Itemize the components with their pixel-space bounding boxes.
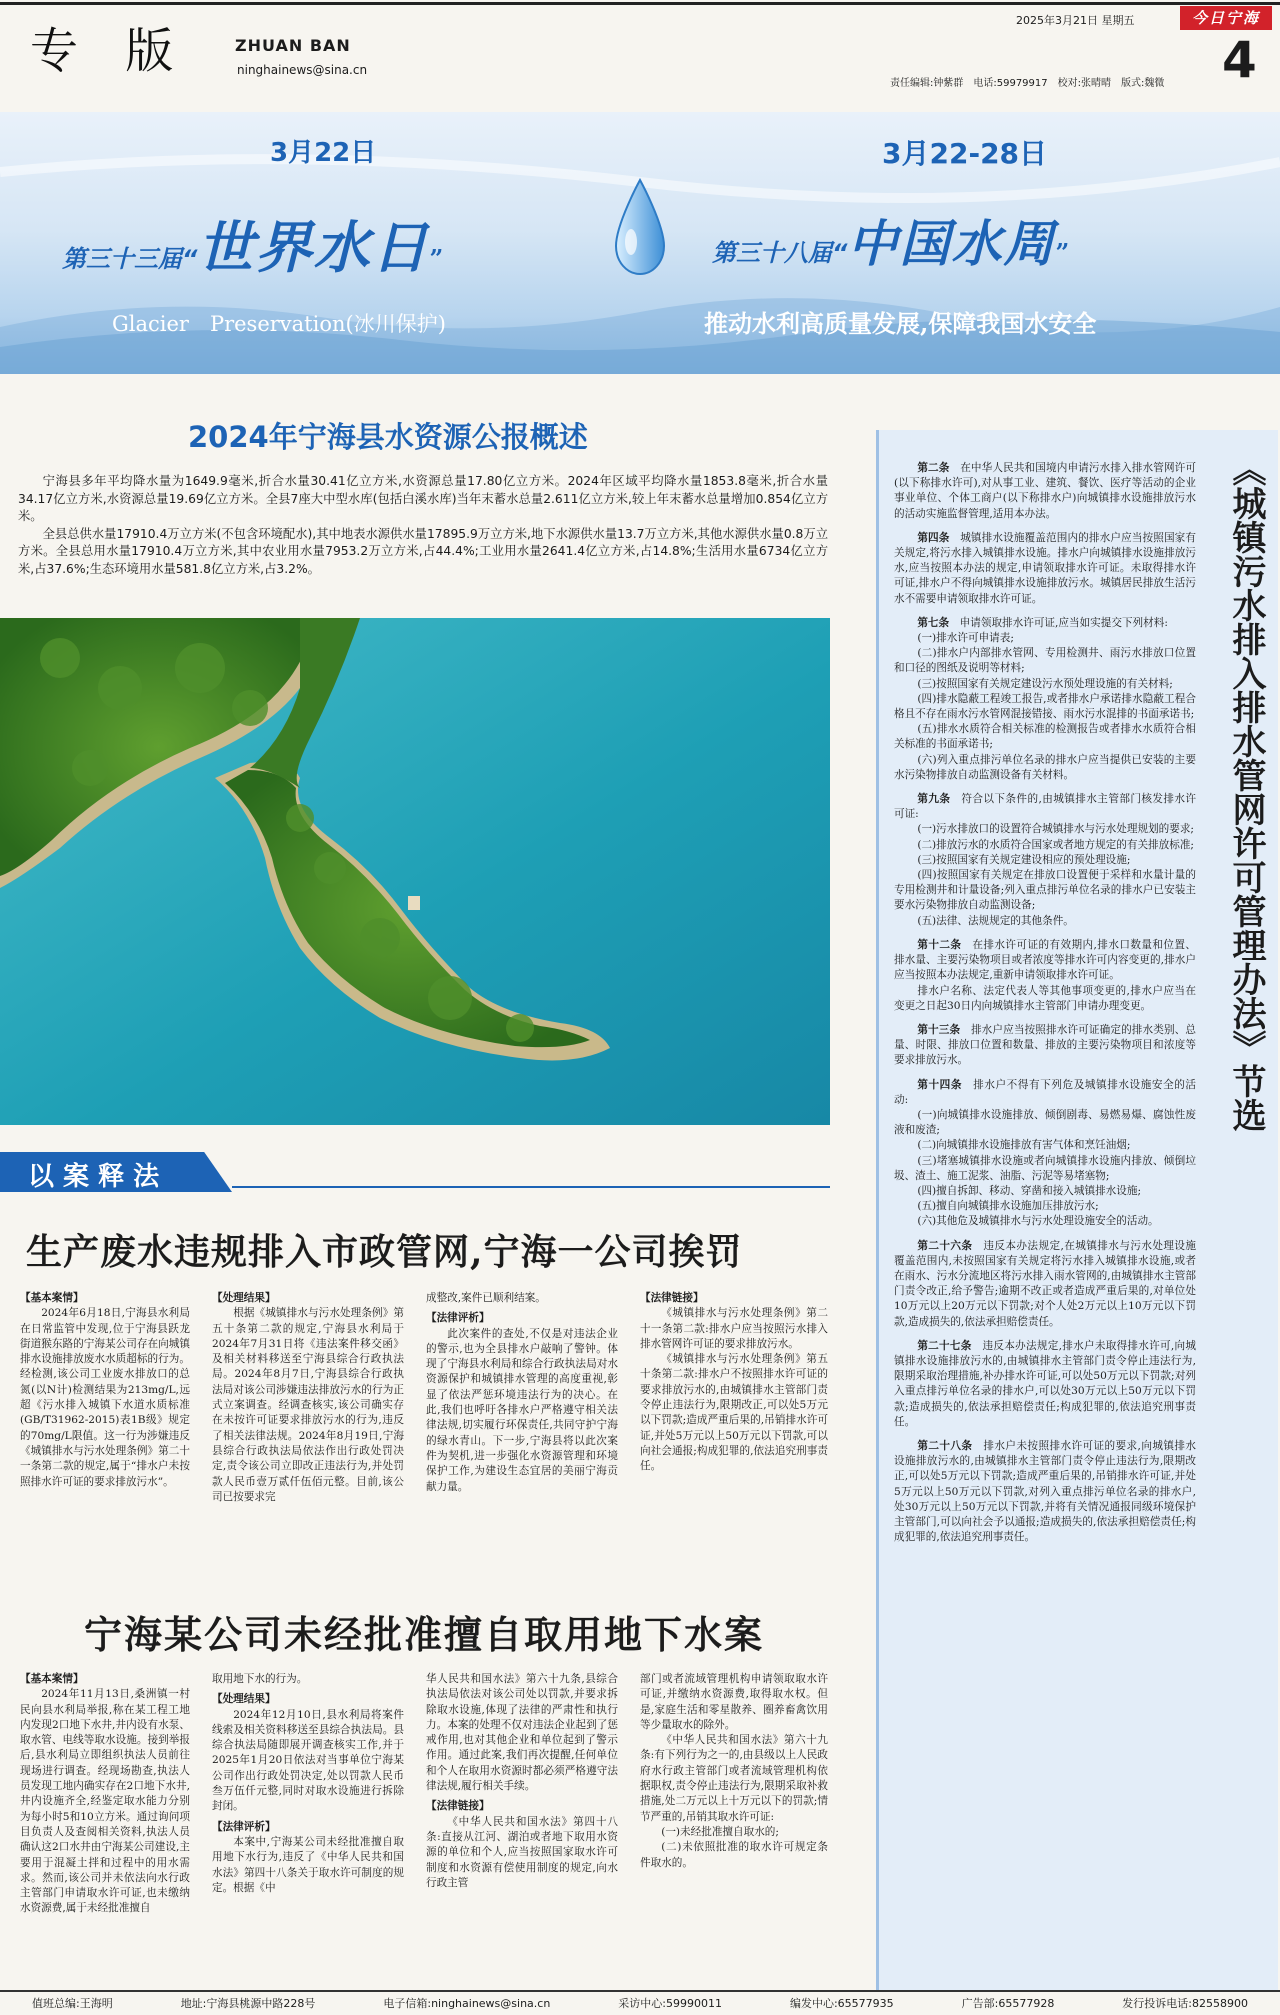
case-paragraph: 此次案件的查处,不仅是对违法企业的警示,也为全县排水户敲响了警钟。体现了宁海县水利局和综合行政执法局对水资源保护和城镇排水管理的高度重视,彰显了依法严惩环境违法行为的决心。在此,我们也呼吁各排水户严格遵守相关法律法规,切实履行环保责任,共同守护宁海的绿水青山。下一步,宁海县将以此次案件为契机,进一步强化水资源管理和环境保护工作,为建设生态宜居的美丽宁海贡献力量。 bbox=[426, 1327, 618, 1493]
masthead bbox=[0, 0, 1280, 88]
editor-credits: 责任编辑:钟紫群 电话:59979917 校对:张晴晴 版式:魏微 bbox=[890, 78, 1165, 89]
case-subheading: 【法律评析】 bbox=[212, 1820, 276, 1833]
law-paragraph: (二)向城镇排水设施排放有害气体和烹饪油烟; bbox=[917, 1139, 1131, 1152]
case1-title: 生产废水违规排入市政管网,宁海一公司挨罚 bbox=[26, 1231, 743, 1273]
law-paragraph: (五)排水水质符合相关标准的检测报告或者排水水质符合相关标准的书面承诺书; bbox=[894, 723, 1196, 751]
case2-col-1 bbox=[20, 1672, 190, 1917]
case-paragraph: (一)未经批准擅自取水的; bbox=[661, 1825, 779, 1838]
law-paragraph: (一)排水许可申请表; bbox=[917, 632, 1014, 645]
theme-english: Glacier Preservation bbox=[112, 312, 346, 336]
case-paragraph: 《中华人民共和国水法》第四十八条:直接从江河、湖泊或者地下取用水资源的单位和个人,应当按照国家取水许可制度和水资源有偿使用制度的规定,向水行政主管 bbox=[426, 1815, 618, 1889]
law-articles bbox=[894, 452, 1196, 1545]
law-article-text: 排水户未按照排水许可证的要求,向城镇排水设施排放污水的,由城镇排水主管部门责令停止违法行为,限期改正,可以处5万元以下罚款;造成严重后果的,吊销排水许可证,并处5万元以上50万元以下罚款,对列入重点排污单位名录的排水户,处30万元以上50万元以下罚款,并将有关情况通报同级环境保护主管部门,可以向社会予以通报;造成损失的,依法承担赔偿责任;构成犯罪的,依法追究刑事责任。 bbox=[894, 1439, 1196, 1544]
law-article-number: 第七条 bbox=[917, 616, 950, 629]
law-paragraph: (三)按照国家有关规定建设污水预处理设施的有关材料; bbox=[917, 677, 1173, 690]
banner-slogan: 推动水利高质量发展,保障我国水安全 bbox=[704, 309, 1097, 338]
footer-item: 广告部:65577928 bbox=[961, 1997, 1055, 2010]
law-title: 《城镇污水排入排水管网许可管理办法》节选 bbox=[1226, 452, 1266, 1132]
law-article bbox=[894, 792, 1196, 822]
law-article-text: 在中华人民共和国境内申请污水排入排水管网许可(以下称排水许可),对从事工业、建筑、餐饮、医疗等活动的企业事业单位、个体工商户(以下称排水户)向城镇排水设施排放污水的活动实施监督管理,适用本办法。 bbox=[894, 462, 1196, 520]
law-paragraph: (一)污水排放口的设置符合城镇排水与污水处理规划的要求; bbox=[917, 823, 1194, 836]
wwd-suffix: ” bbox=[429, 244, 444, 273]
law-article-number: 第二十六条 bbox=[917, 1239, 973, 1252]
case-paragraph: 《城镇排水与污水处理条例》第五十条第二款:排水户不按照排水许可证的要求排放污水的,由城镇排水主管部门责令停止违法行为,限期改正,可以处5万元以下罚款;造成严重后果的,吊销排水许可证,并处5万元以上50万元以下罚款,可以向社会通报;构成犯罪的,依法追究刑事责任。 bbox=[640, 1353, 828, 1473]
world-water-day-heading bbox=[62, 204, 443, 284]
case-paragraph: 2024年12月10日,县水利局将案件线索及相关资料移送至县综合执法局。县综合执法局随即展开调查核实工作,并于2025年1月20日依法对当事单位宁海某公司作出行政处罚决定,处以罚款人民币叁万伍仟元整,同时对取水设施进行拆除封闭。 bbox=[212, 1708, 404, 1813]
law-article-number: 第十二条 bbox=[917, 938, 962, 951]
case-paragraph: 《中华人民共和国水法》第六十九条:有下列行为之一的,由县级以上人民政府水行政主管部门或者流域管理机构依据职权,责令停止违法行为,限期采取补救措施,处二万元以上十万元以下的罚款;情节严重的,吊销其取水许可证: bbox=[640, 1734, 828, 1823]
law-article-number: 第十三条 bbox=[917, 1023, 961, 1036]
section-label: 专 版 bbox=[30, 23, 190, 79]
report-paragraph-1: 宁海县多年平均降水量为1649.9毫米,折合水量30.41亿立方米,水资源总量17.80亿立方米。2024年区域平均降水量1853.8毫米,折合水量34.17亿立方米,水资源总量19.69亿立方米。全县7座大中型水库(包括白溪水库)当年末蓄水总量2.611亿立方米,较上年末蓄水总量增加0.854亿立方米。 bbox=[18, 474, 828, 524]
law-paragraph: (二)排水户内部排水管网、专用检测井、雨污水排放口位置和口径的图纸及说明等材料; bbox=[894, 647, 1196, 675]
water-day-banner bbox=[0, 112, 1280, 374]
law-article-text: 在排水许可证的有效期内,排水口数量和位置、排水量、主要污染物项目或者浓度等排水许可内容变更的,排水户应当按照本办法规定,重新申请领取排水许可证。 bbox=[894, 938, 1197, 982]
contact-email: ninghainews@sina.cn bbox=[237, 63, 368, 77]
law-article bbox=[894, 1439, 1196, 1545]
law-paragraph: (六)其他危及城镇排水与污水处理设施安全的活动。 bbox=[917, 1215, 1159, 1228]
law-article-text: 申请领取排水许可证,应当如实提交下列材料: bbox=[949, 616, 1168, 629]
law-article bbox=[894, 1339, 1196, 1430]
case-subheading: 【基本案情】 bbox=[20, 1292, 84, 1304]
case-section-rule bbox=[232, 1186, 830, 1188]
law-article-text: 排水户不得有下列危及城镇排水设施安全的活动: bbox=[894, 1078, 1197, 1106]
law-article bbox=[894, 616, 1196, 631]
case-paragraph: 华人民共和国水法》第六十九条,县综合执法局依法对该公司处以罚款,并要求拆除取水设施,体现了法律的严肃性和执行力。本案的处理不仅对违法企业起到了惩戒作用,也对其他企业和单位起到了警示作用。通过此案,我们再次提醒,任何单位和个人在取用水资源时都必须严格遵守法律法规,履行相关手续。 bbox=[426, 1673, 618, 1793]
law-paragraph: (一)向城镇排水设施排放、倾倒剧毒、易燃易爆、腐蚀性废液和废渣; bbox=[894, 1108, 1196, 1137]
law-article bbox=[894, 1023, 1196, 1069]
case-subheading: 【处理结果】 bbox=[212, 1693, 276, 1706]
law-article-text: 符合以下条件的,由城镇排水主管部门核发排水许可证: bbox=[894, 793, 1196, 821]
water-drop-icon bbox=[612, 178, 668, 278]
law-paragraph: (二)排放污水的水质符合国家或者地方规定的有关排放标准; bbox=[917, 838, 1194, 851]
china-water-week-heading bbox=[712, 204, 1069, 276]
case-section-label: 以 案 释 法 bbox=[28, 1162, 160, 1192]
footer-item: 电子信箱:ninghainews@sina.cn bbox=[383, 1997, 551, 2010]
law-article-text: 城镇排水设施覆盖范围内的排水户应当按照国家有关规定,将污水排入城镇排水设施。排水户向城镇排水设施排放污水,应当按照本办法的规定,申请领取排水许可证。未取得排水许可证,排水户不得向城镇排水设施排放污水。城镇居民排放生活污水不需要申请领取排水许可证。 bbox=[894, 531, 1196, 605]
world-water-day-date: 3月22日 bbox=[270, 138, 377, 168]
law-paragraph: (四)擅自拆卸、移动、穿凿和接入城镇排水设施; bbox=[917, 1184, 1142, 1197]
page-number: 4 bbox=[1222, 31, 1257, 89]
case-paragraph: 成整改,案件已顺利结案。 bbox=[426, 1292, 546, 1304]
law-article-number: 第二十八条 bbox=[917, 1439, 973, 1452]
case-paragraph: 取用地下水的行为。 bbox=[212, 1673, 308, 1685]
law-article bbox=[894, 938, 1196, 984]
law-article bbox=[894, 461, 1196, 522]
law-paragraph: (四)按照国家有关规定在排放口设置便于采样和水量计量的专用检测井和计量设备;列入重点排污单位名录的排水户已安装主要水污染物排放自动监测设备; bbox=[894, 869, 1196, 912]
case-paragraph: 根据《城镇排水与污水处理条例》第五十条第二款的规定,宁海县水利局于2024年7月31日将《违法案件移交函》及相关材料移送至宁海县综合行政执法局。2024年8月7日,宁海县综合行政执法局对该公司涉嫌违法排放污水的行为正式立案调查。经调查核实,该公司确实存在未按许可证要求排放污水的行为,违反了相关法律法规。2024年8月19日,宁海县综合行政执法局依法作出行政处罚决定,责令该公司立即改正违法行为,并处罚款人民币壹万贰仟伍佰元整。目前,该公司已按要求完 bbox=[212, 1307, 404, 1503]
case-paragraph: 本案中,宁海某公司未经批准擅自取用地下水行为,违反了《中华人民共和国水法》第四十八条关于取水许可制度的规定。根据《中 bbox=[212, 1835, 404, 1894]
case-section-header bbox=[0, 1152, 830, 1192]
report-body bbox=[18, 473, 828, 579]
law-article bbox=[894, 1078, 1196, 1108]
case-subheading: 【法律评析】 bbox=[426, 1312, 490, 1325]
law-paragraph: (五)擅自向城镇排水设施加压排放污水; bbox=[917, 1200, 1099, 1213]
case-paragraph: 2024年11月13日,桑洲镇一村民向县水利局举报,称在某工程工地内发现2口地下水井,井内设有水泵、取水管、电线等取水设施。接到举报后,县水利局立即组织执法人员前往现场进行调查。经现场勘查,执法人员发现工地内确实存在2口地下水井,井内设施齐全,经鉴定取水能力分别为每小时5和10立方米。通过询问项目负责人及查阅相关资料,执法人员确认这2口水井由宁海某公司建设,主要用于混凝土拌和过程中的用水需求。然而,该公司并未依法向水行政主管部门申请取水许可证,也未缴纳水资源费,属于未经批准擅自 bbox=[20, 1688, 190, 1915]
law-article bbox=[894, 531, 1196, 607]
law-article-number: 第二十七条 bbox=[917, 1339, 972, 1352]
china-water-week-date: 3月22-28日 bbox=[882, 137, 1048, 170]
wwd-title: 世界水日 bbox=[197, 215, 430, 281]
law-paragraph: (三)堵塞城镇排水设施或者向城镇排水设施内排放、倾倒垃圾、渣土、施工泥浆、油脂、污泥等易堵塞物; bbox=[894, 1154, 1196, 1182]
case-subheading: 【法律链接】 bbox=[426, 1800, 490, 1813]
footer-item: 地址:宁海县桃源中路228号 bbox=[180, 1997, 316, 2010]
law-paragraph: (六)列入重点排污单位名录的排水户应当提供已安装的主要水污染物排放自动监测设备有关材料。 bbox=[894, 753, 1196, 781]
theme-chinese: (冰川保护) bbox=[345, 312, 446, 336]
law-article-number: 第二条 bbox=[917, 462, 950, 474]
theme-line bbox=[112, 308, 446, 338]
case-paragraph: 《城镇排水与污水处理条例》第二十一条第二款:排水户应当按照污水排入排水管网许可证的要求排放污水。 bbox=[640, 1307, 828, 1350]
cww-suffix: ” bbox=[1055, 238, 1070, 267]
case2-col-2 bbox=[212, 1672, 404, 1896]
masthead-rule bbox=[0, 2, 1280, 5]
report-paragraph-2: 全县总供水量17910.4万立方米(不包含环境配水),其中地表水源供水量17895.9万立方米,地下水源供水量13.7万立方米,其他水源供水量0.8万立方米。全县总用水量17910.4万立方米,其中农业用水量7953.2万立方米,占44.4%;工业用水量2641.4亿立方米,占14.8%;生活用水量6734亿立方米,占37.6%;生态环境用水量581.8亿立方米,占3.2%。 bbox=[18, 526, 828, 576]
law-paragraph: (三)按照国家有关规定建设相应的预处理设施; bbox=[917, 853, 1131, 866]
case-subheading: 【基本案情】 bbox=[20, 1673, 84, 1685]
brand-logo: 今日宁海 bbox=[1180, 6, 1272, 30]
case1-col-3 bbox=[426, 1291, 618, 1495]
law-article-text: 排水户应当按照排水许可证确定的排水类别、总量、时限、排放口位置和数量、排放的主要污染物项目和浓度等要求排放污水。 bbox=[894, 1023, 1197, 1067]
case-subheading: 【法律链接】 bbox=[640, 1292, 704, 1304]
section-pinyin: ZHUAN BAN bbox=[235, 36, 351, 55]
case-paragraph: (二)未依照批准的取水许可规定条件取水的。 bbox=[640, 1841, 828, 1869]
case1-col-1 bbox=[20, 1291, 190, 1490]
cww-title: 中国水周 bbox=[847, 214, 1056, 273]
law-article-number: 第四条 bbox=[917, 531, 950, 544]
law-paragraph: (五)法律、法规规定的其他条件。 bbox=[917, 914, 1074, 927]
law-article-text: 违反本办法规定,排水户未取得排水许可,向城镇排水设施排放污水的,由城镇排水主管部门责令停止违法行为,限期采取治理措施,补办排水许可证,可以处50万元以下罚款;对列入重点排污单位名录的排水户,可以处30万元以上50万元以下罚款;造成损失的,依法承担赔偿责任;构成犯罪的,依法追究刑事责任。 bbox=[894, 1339, 1197, 1428]
footer-item: 发行投诉电话:82558900 bbox=[1122, 1997, 1248, 2010]
law-paragraph: 排水户名称、法定代表人等其他事项变更的,排水户应当在变更之日起30日内向城镇排水主管部门申请办理变更。 bbox=[894, 984, 1196, 1012]
wwd-prefix: 第三十三届“ bbox=[62, 245, 198, 273]
footer bbox=[0, 1995, 1280, 2013]
case2-title: 宁海某公司未经批准擅自取用地下水案 bbox=[84, 1612, 765, 1657]
cww-prefix: 第三十八届“ bbox=[712, 239, 848, 267]
footer-item: 值班总编:王海明 bbox=[32, 1997, 113, 2010]
case2-col-3 bbox=[426, 1672, 618, 1891]
report-title: 2024年宁海县水资源公报概述 bbox=[188, 420, 588, 454]
case2-col-4 bbox=[640, 1672, 828, 1871]
law-paragraph: (四)排水隐蔽工程竣工报告,或者排水户承诺排水隐蔽工程合格且不存在雨水污水管网混接错接、雨水污水混排的书面承诺书; bbox=[894, 692, 1196, 721]
case1-col-2 bbox=[212, 1291, 404, 1505]
case-paragraph: 部门或者流域管理机构申请领取取水许可证,并缴纳水资源费,取得取水权。但是,家庭生活和零星散养、圈养畜禽饮用等少量取水的除外。 bbox=[640, 1673, 828, 1731]
case1-col-4 bbox=[640, 1291, 828, 1475]
footer-item: 采访中心:59990011 bbox=[618, 1997, 722, 2010]
footer-rule bbox=[0, 1990, 1280, 1992]
law-article-number: 第十四条 bbox=[917, 1078, 962, 1091]
footer-item: 编发中心:65577935 bbox=[789, 1997, 894, 2010]
law-article-text: 违反本办法规定,在城镇排水与污水处理设施覆盖范围内,未按照国家有关规定将污水排入城镇排水设施,或者在雨水、污水分流地区将污水排入雨水管网的,由城镇排水主管部门责令改正,给予警告;逾期不改正或者造成严重后果的,对单位处10万元以上20万元以下罚款;对个人处2万元以上10万元以下罚款,造成损失的,依法承担赔偿责任。 bbox=[894, 1239, 1196, 1328]
lake-aerial-photo bbox=[0, 618, 830, 1125]
issue-date: 2025年3月21日 星期五 bbox=[1016, 14, 1135, 27]
case-subheading: 【处理结果】 bbox=[212, 1292, 276, 1304]
case-paragraph: 2024年6月18日,宁海县水利局在日常监管中发现,位于宁海县跃龙街道猴东路的宁海某公司存在向城镇排水设施排放废水水质超标的行为。经检测,该公司工业废水排放口的总氮(以N计)检测结果为213mg/L,远超《污水排入城镇下水道水质标准(GB/T31962-2015)表1B级》规定的70mg/L限值。这一行为涉嫌违反《城镇排水与污水处理条例》第二十一条第二款的规定,属于“排水户未按照排水许可证的要求排放污水”。 bbox=[20, 1307, 190, 1488]
law-article-number: 第九条 bbox=[917, 793, 951, 806]
law-article bbox=[894, 1239, 1196, 1330]
